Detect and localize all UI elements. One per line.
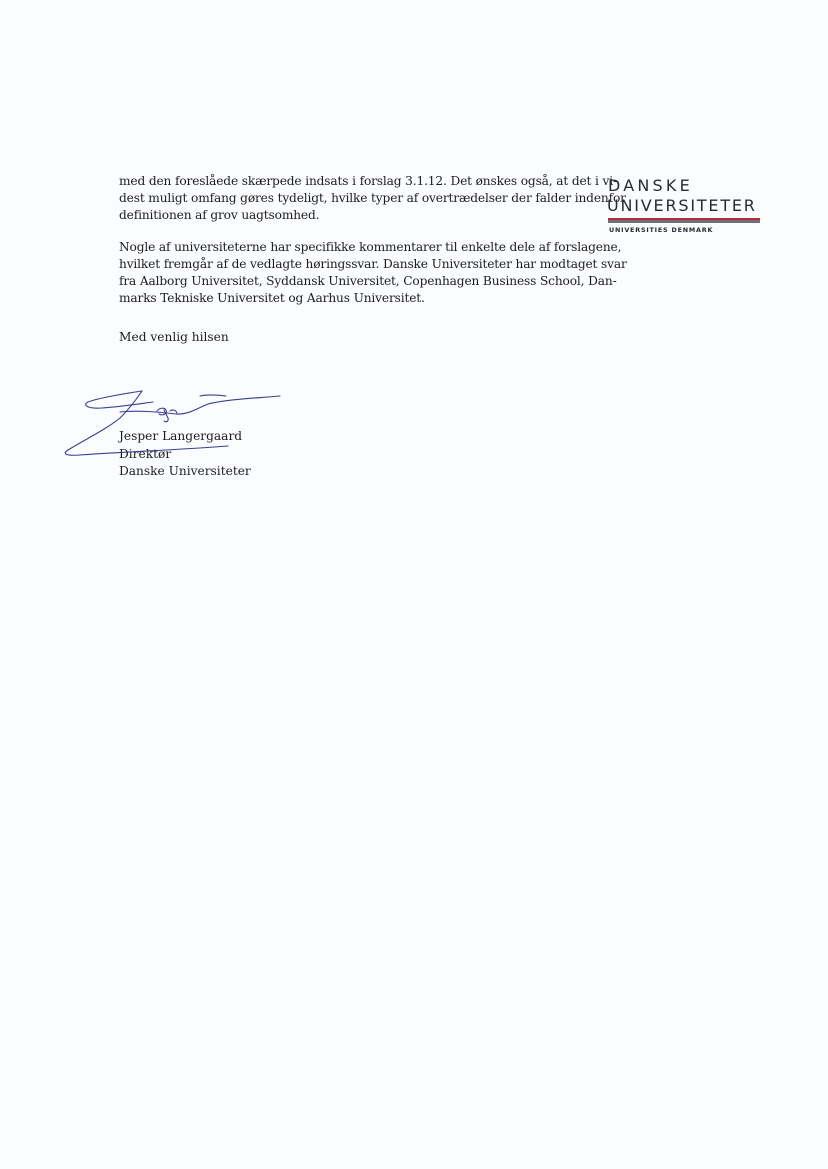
danske-universiteter-logo (608, 176, 764, 234)
paragraph-2 (119, 239, 627, 308)
signatory-organization: Danske Universiteter (119, 464, 251, 479)
letter-body (119, 173, 627, 347)
logo-grey-stripe (608, 220, 760, 223)
paragraph-line: dest muligt omfang gøres tydeligt, hvilke typer af overtrædelser der falder indenfor (119, 191, 626, 206)
logo-line-danske: DANSKE (608, 176, 693, 195)
logo-bar (608, 218, 760, 223)
paragraph-1 (119, 173, 626, 225)
paragraph-line: Nogle af universiteterne har specifikke kommentarer til enkelte dele af forslagene, (119, 239, 622, 254)
paragraph-line: definitionen af grov uagtsomhed. (119, 208, 320, 223)
logo-line-universiteter: UNIVERSITETER (607, 196, 757, 215)
signatory-title: Direktør (119, 446, 172, 461)
paragraph-line: med den foreslåede skærpede indsats i forslag 3.1.12. Det ønskes også, at det i vi- (119, 174, 617, 188)
paragraph-line: hvilket fremgår af de vedlagte høringssvar. Danske Universiteter har modtaget svar (119, 256, 627, 271)
closing-salutation: Med venlig hilsen (119, 330, 229, 345)
logo-subtitle: UNIVERSITIES DENMARK (609, 226, 714, 234)
handwritten-signature (58, 384, 282, 466)
paragraph-line: fra Aalborg Universitet, Syddansk Universitet, Copenhagen Business School, Dan- (119, 274, 617, 289)
signatory-name: Jesper Langergaard (119, 429, 243, 443)
paragraph-line: marks Tekniske Universitet og Aarhus Universitet. (119, 291, 425, 306)
